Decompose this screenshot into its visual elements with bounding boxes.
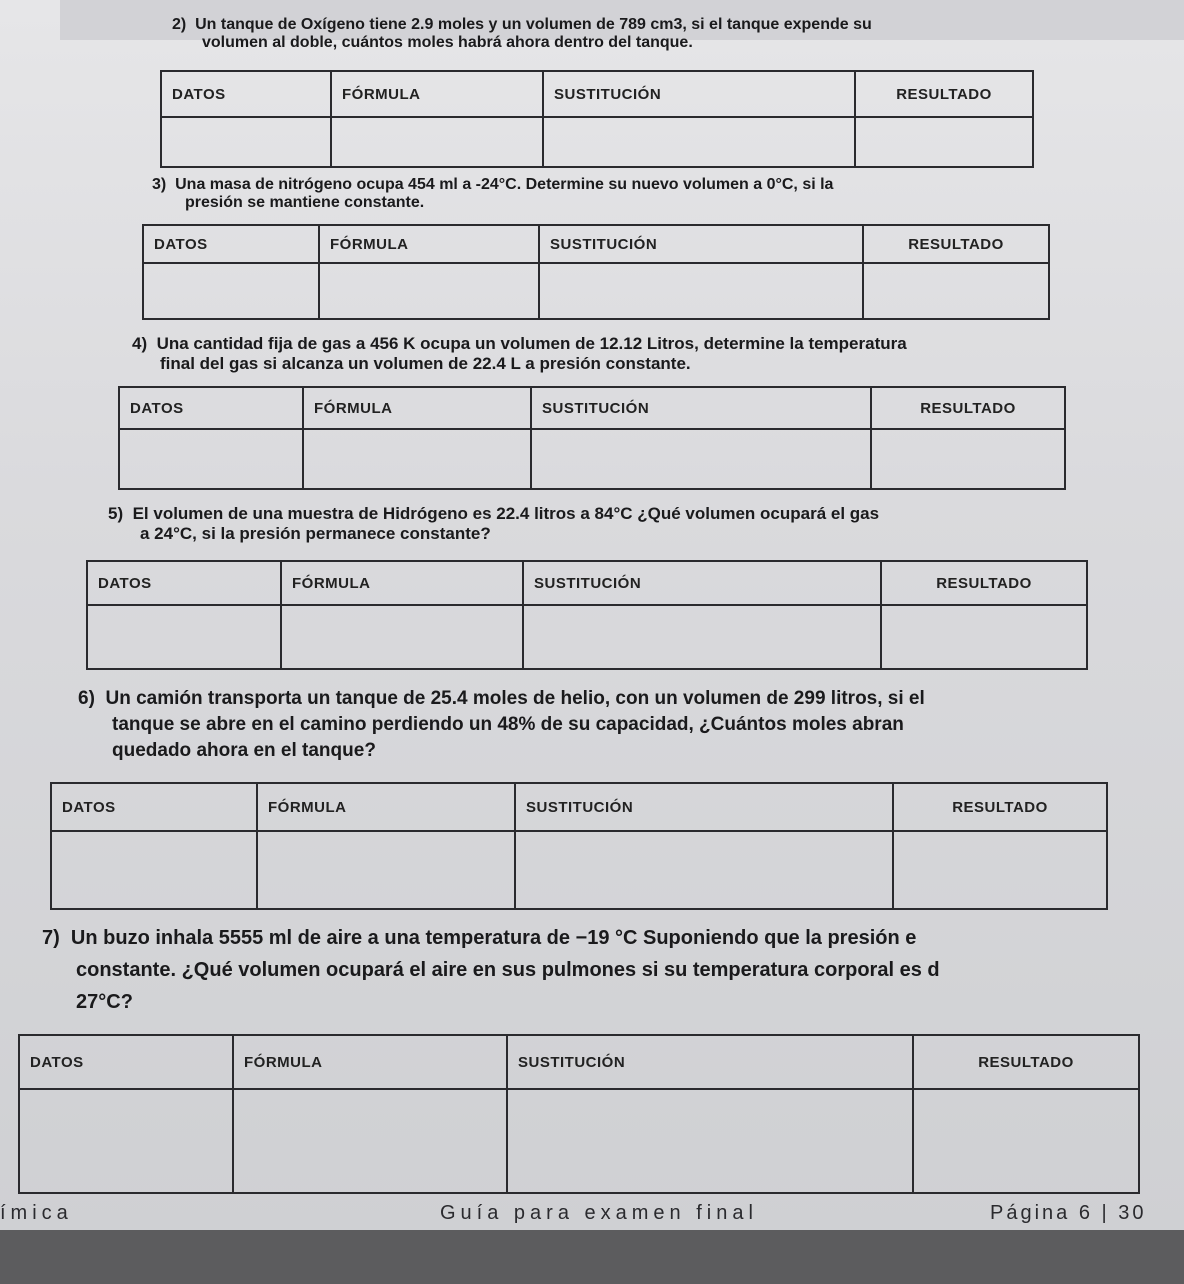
answer-table-4 xyxy=(118,386,1066,490)
cell-resultado[interactable] xyxy=(893,831,1107,909)
header-sustitucion: SUSTITUCIÓN xyxy=(507,1035,913,1089)
cell-sustitucion[interactable] xyxy=(507,1089,913,1193)
cell-datos[interactable] xyxy=(51,831,257,909)
cell-datos[interactable] xyxy=(87,605,281,669)
problem-text: presión se mantiene constante. xyxy=(185,194,425,211)
header-formula: FÓRMULA xyxy=(331,71,543,117)
cell-sustitucion[interactable] xyxy=(539,263,863,319)
cell-resultado[interactable] xyxy=(855,117,1033,167)
header-datos: DATOS xyxy=(87,561,281,605)
header-datos: DATOS xyxy=(51,783,257,831)
header-resultado: RESULTADO xyxy=(913,1035,1139,1089)
cell-sustitucion[interactable] xyxy=(523,605,881,669)
answer-table-6 xyxy=(50,782,1108,910)
footer-subject: ímica xyxy=(0,1202,73,1224)
problem-6 xyxy=(78,686,925,764)
problem-number: 4) xyxy=(132,334,148,353)
cell-resultado[interactable] xyxy=(913,1089,1139,1193)
header-resultado: RESULTADO xyxy=(881,561,1087,605)
problem-3 xyxy=(152,176,833,212)
problem-text: constante. ¿Qué volumen ocupará el aire en sus pulmones si su temperatura corporal es d xyxy=(76,959,940,981)
header-formula: FÓRMULA xyxy=(257,783,515,831)
header-resultado: RESULTADO xyxy=(893,783,1107,831)
problem-5 xyxy=(108,504,879,544)
problem-7 xyxy=(42,922,940,1018)
cell-formula[interactable] xyxy=(233,1089,507,1193)
cell-resultado[interactable] xyxy=(881,605,1087,669)
header-formula: FÓRMULA xyxy=(319,225,539,263)
problem-4 xyxy=(132,334,907,374)
problem-2 xyxy=(172,16,872,52)
cell-sustitucion[interactable] xyxy=(531,429,871,489)
cell-formula[interactable] xyxy=(331,117,543,167)
problem-number: 5) xyxy=(108,504,124,523)
problem-text: Un buzo inhala 5555 ml de aire a una temperatura de −19 °C Suponiendo que la presión e xyxy=(70,927,917,949)
problem-text: volumen al doble, cuántos moles habrá ahora dentro del tanque. xyxy=(202,34,693,51)
answer-table-5 xyxy=(86,560,1088,670)
answer-table-7 xyxy=(18,1034,1140,1194)
cell-datos[interactable] xyxy=(119,429,303,489)
header-sustitucion: SUSTITUCIÓN xyxy=(539,225,863,263)
problem-text: tanque se abre en el camino perdiendo un 48% de su capacidad, ¿Cuántos moles abran xyxy=(112,714,904,735)
header-formula: FÓRMULA xyxy=(303,387,531,429)
problem-text: 27°C? xyxy=(76,991,133,1013)
cell-formula[interactable] xyxy=(303,429,531,489)
header-datos: DATOS xyxy=(19,1035,233,1089)
header-datos: DATOS xyxy=(161,71,331,117)
cell-resultado[interactable] xyxy=(863,263,1049,319)
problem-text: El volumen de una muestra de Hidrógeno es 22.4 litros a 84°C ¿Qué volumen ocupará el gas xyxy=(132,504,880,523)
footer-guide: Guía para examen final xyxy=(440,1202,758,1224)
cell-formula[interactable] xyxy=(281,605,523,669)
cell-formula[interactable] xyxy=(319,263,539,319)
cell-sustitucion[interactable] xyxy=(543,117,855,167)
problem-text: Una cantidad fija de gas a 456 K ocupa un volumen de 12.12 Litros, determine la temperatura xyxy=(156,334,907,353)
header-formula: FÓRMULA xyxy=(281,561,523,605)
cell-resultado[interactable] xyxy=(871,429,1065,489)
header-resultado: RESULTADO xyxy=(855,71,1033,117)
header-datos: DATOS xyxy=(143,225,319,263)
cell-datos[interactable] xyxy=(143,263,319,319)
header-resultado: RESULTADO xyxy=(871,387,1065,429)
header-sustitucion: SUSTITUCIÓN xyxy=(515,783,893,831)
problem-text: a 24°C, si la presión permanece constante? xyxy=(140,524,491,543)
header-formula: FÓRMULA xyxy=(233,1035,507,1089)
cell-datos[interactable] xyxy=(19,1089,233,1193)
cell-formula[interactable] xyxy=(257,831,515,909)
problem-number: 2) xyxy=(172,16,187,33)
problem-text: final del gas si alcanza un volumen de 22.4 L a presión constante. xyxy=(160,354,691,373)
header-datos: DATOS xyxy=(119,387,303,429)
problem-text: quedado ahora en el tanque? xyxy=(112,740,376,761)
header-sustitucion: SUSTITUCIÓN xyxy=(543,71,855,117)
problem-number: 6) xyxy=(78,688,95,709)
header-sustitucion: SUSTITUCIÓN xyxy=(531,387,871,429)
header-sustitucion: SUSTITUCIÓN xyxy=(523,561,881,605)
problem-text: Un camión transporta un tanque de 25.4 moles de helio, con un volumen de 299 litros, si el xyxy=(105,688,925,709)
problem-text: Una masa de nitrógeno ocupa 454 ml a -24°C. Determine su nuevo volumen a 0°C, si la xyxy=(175,176,834,193)
problem-number: 7) xyxy=(42,927,60,949)
cell-datos[interactable] xyxy=(161,117,331,167)
problem-number: 3) xyxy=(152,176,167,193)
cell-sustitucion[interactable] xyxy=(515,831,893,909)
problem-text: Un tanque de Oxígeno tiene 2.9 moles y un volumen de 789 cm3, si el tanque expende su xyxy=(195,16,872,33)
footer-page-number: Página 6 | 30 xyxy=(990,1202,1147,1224)
header-resultado: RESULTADO xyxy=(863,225,1049,263)
answer-table-3 xyxy=(142,224,1050,320)
answer-table-2 xyxy=(160,70,1034,168)
